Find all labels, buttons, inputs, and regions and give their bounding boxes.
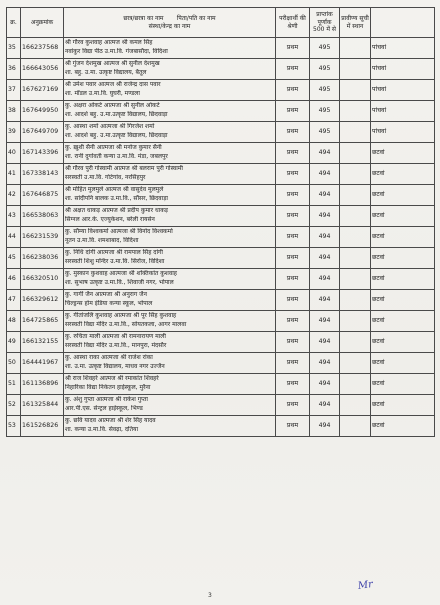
row-division: छटवां xyxy=(371,395,435,416)
row-division: पांचवां xyxy=(371,80,435,101)
table-row xyxy=(7,395,435,416)
row-category: प्रथम xyxy=(276,353,310,374)
row-division: छटवां xyxy=(371,332,435,353)
row-roll-number: 167649950 xyxy=(21,101,64,122)
row-name-cell xyxy=(64,269,276,290)
row-name-cell xyxy=(64,353,276,374)
table-row xyxy=(7,290,435,311)
row-student-and-parent: कु. गार्गी जैन आत्मजा श्री अनुराग जैन xyxy=(65,291,147,299)
row-category: प्रथम xyxy=(276,227,310,248)
row-serial-number: 44 xyxy=(7,227,21,248)
row-marks: 494 xyxy=(310,290,340,311)
row-marks: 494 xyxy=(310,311,340,332)
row-roll-number: 166238036 xyxy=(21,248,64,269)
row-marks: 494 xyxy=(310,353,340,374)
header-sno: क्र. xyxy=(7,8,21,38)
row-institution: शा. बहु. उ.मा. उत्कृष्ट विद्यालय, बैतूल xyxy=(65,69,147,76)
row-student-and-parent: श्री मोहित मुलमुले आत्मज श्री वासुदेव मुलमुले xyxy=(65,186,164,194)
row-marks: 494 xyxy=(310,416,340,437)
row-rank xyxy=(340,290,371,311)
row-serial-number: 51 xyxy=(7,374,21,395)
row-serial-number: 37 xyxy=(7,80,21,101)
row-division: छटवां xyxy=(371,416,435,437)
row-roll-number: 166237568 xyxy=(21,38,64,59)
row-serial-number: 53 xyxy=(7,416,21,437)
row-roll-number: 167649709 xyxy=(21,122,64,143)
row-marks: 494 xyxy=(310,332,340,353)
row-marks: 494 xyxy=(310,185,340,206)
row-marks: 494 xyxy=(310,248,340,269)
row-marks: 494 xyxy=(310,395,340,416)
row-name-cell xyxy=(64,290,276,311)
row-serial-number: 42 xyxy=(7,185,21,206)
row-institution: शा. आदर्श बहु. उ.मा.उत्कृष्ट विद्यालय, छिंदवाड़ा xyxy=(65,132,168,139)
row-name-cell xyxy=(64,416,276,437)
header-roll: अनुक्रमांक xyxy=(21,8,64,38)
row-category: प्रथम xyxy=(276,311,310,332)
table-row xyxy=(7,374,435,395)
row-marks: 494 xyxy=(310,374,340,395)
row-institution: शा. रानी दुर्गावती कन्या उ.मा.वि. मंडा, जबलपुर xyxy=(65,153,168,160)
row-student-and-parent: कु. गीतांजलि कुशवाह आत्मजा श्री पूर सिंह कुशवाह xyxy=(65,312,177,320)
row-student-and-parent: कु. अक्षरा ओकटे आत्मजा श्री सुनील ओकटे xyxy=(65,102,160,110)
row-name-cell xyxy=(64,80,276,101)
row-category: प्रथम xyxy=(276,185,310,206)
row-rank xyxy=(340,269,371,290)
row-category: प्रथम xyxy=(276,332,310,353)
row-student-and-parent: श्री उमेश पवार आत्मज श्री राजेन्द्र दास पवार xyxy=(65,81,161,89)
row-rank xyxy=(340,185,371,206)
row-student-and-parent: श्री अक्षत धाकड़ आत्मज श्री प्रदीप कुमार धाकड़ xyxy=(65,207,169,215)
row-marks: 495 xyxy=(310,101,340,122)
row-institution: सरस्वती शिशु मन्दिर उ.मा.वि. सिरोंज, विदिशा xyxy=(65,258,165,265)
row-student-and-parent: कु. सौम्या विश्वकर्मा आत्मजा श्री विनोद विश्वकर्मा xyxy=(65,228,173,236)
row-category: प्रथम xyxy=(276,143,310,164)
row-category: प्रथम xyxy=(276,164,310,185)
row-roll-number: 167338143 xyxy=(21,164,64,185)
row-name-cell xyxy=(64,374,276,395)
row-division: छटवां xyxy=(371,206,435,227)
row-category: प्रथम xyxy=(276,101,310,122)
row-category: प्रथम xyxy=(276,416,310,437)
row-serial-number: 39 xyxy=(7,122,21,143)
row-category: प्रथम xyxy=(276,38,310,59)
row-division: छटवां xyxy=(371,269,435,290)
row-institution: शा. कन्या उ.मा.वि. सेवढ़ा, दतिया xyxy=(65,426,139,433)
table-row xyxy=(7,311,435,332)
row-marks: 495 xyxy=(310,59,340,80)
row-student-and-parent: श्री गुंजन देशमुख आत्मज श्री सुनील देशमुख xyxy=(65,60,160,68)
row-rank xyxy=(340,143,371,164)
row-rank xyxy=(340,59,371,80)
row-student-and-parent: श्री राज शिवहरे आत्मज श्री रमाकांत शिवहरे xyxy=(65,375,159,383)
table-row xyxy=(7,332,435,353)
row-student-and-parent: कु. अंशु गुप्ता आत्मजा श्री राकेश गुप्ता xyxy=(65,396,148,404)
row-marks: 494 xyxy=(310,164,340,185)
row-roll-number: 166643056 xyxy=(21,59,64,80)
row-rank xyxy=(340,416,371,437)
row-serial-number: 46 xyxy=(7,269,21,290)
row-category: प्रथम xyxy=(276,269,310,290)
row-serial-number: 35 xyxy=(7,38,21,59)
row-name-cell xyxy=(64,38,276,59)
row-roll-number: 166231539 xyxy=(21,227,64,248)
row-student-and-parent: श्री गौरव पुरी गोस्वामी आत्मज श्री बलराम पुरी गोस्वामी xyxy=(65,165,183,173)
row-name-cell xyxy=(64,122,276,143)
row-institution: चिल्ड्रन्स होम इंडिया कन्या स्कूल, भोपाल xyxy=(65,300,153,307)
table-row xyxy=(7,80,435,101)
table-row xyxy=(7,353,435,374)
row-marks: 495 xyxy=(310,122,340,143)
row-division: छटवां xyxy=(371,374,435,395)
row-name-cell xyxy=(64,164,276,185)
row-serial-number: 36 xyxy=(7,59,21,80)
row-division: पांचवां xyxy=(371,101,435,122)
row-category: प्रथम xyxy=(276,122,310,143)
row-rank xyxy=(340,227,371,248)
header-institution: संस्था/केन्द्र का नाम xyxy=(148,22,191,30)
row-rank xyxy=(340,164,371,185)
row-name-cell xyxy=(64,332,276,353)
row-serial-number: 50 xyxy=(7,353,21,374)
row-rank xyxy=(340,206,371,227)
row-roll-number: 166132155 xyxy=(21,332,64,353)
row-institution: शा. सांदीपनि बालक उ.मा.वि., सौंसर, छिंदवाड़ा xyxy=(65,195,168,202)
row-serial-number: 43 xyxy=(7,206,21,227)
row-category: प्रथम xyxy=(276,395,310,416)
row-serial-number: 40 xyxy=(7,143,21,164)
row-serial-number: 45 xyxy=(7,248,21,269)
header-division xyxy=(371,8,435,38)
row-category: प्रथम xyxy=(276,59,310,80)
row-institution: सिग्नल आर.के. एज्युकेशन, बरेली रायसेन xyxy=(65,216,155,223)
table-row xyxy=(7,185,435,206)
row-institution: शा. आदर्श बहु. उ.मा.उत्कृष्ट विद्यालय, छिंदवाड़ा xyxy=(65,111,168,118)
row-marks: 494 xyxy=(310,206,340,227)
row-category: प्रथम xyxy=(276,374,310,395)
row-roll-number: 167143396 xyxy=(21,143,64,164)
row-division: छटवां xyxy=(371,353,435,374)
row-marks: 494 xyxy=(310,269,340,290)
row-roll-number: 166329612 xyxy=(21,290,64,311)
row-marks: 495 xyxy=(310,38,340,59)
row-institution: निहारिका विद्या निकेतन हाईस्कूल, मुरैना xyxy=(65,384,151,391)
row-category: प्रथम xyxy=(276,248,310,269)
row-category: प्रथम xyxy=(276,80,310,101)
row-serial-number: 38 xyxy=(7,101,21,122)
row-name-cell xyxy=(64,311,276,332)
row-rank xyxy=(340,122,371,143)
row-serial-number: 48 xyxy=(7,311,21,332)
row-rank xyxy=(340,332,371,353)
table-row xyxy=(7,164,435,185)
row-division: छटवां xyxy=(371,290,435,311)
header-name xyxy=(64,8,276,38)
row-institution: सरस्वती विद्या मंदिर उ.मा.वि., सोयतकला, आगर मालवा xyxy=(65,321,187,328)
row-institution: शा. मॉडल उ.मा.वि. घुघरी, मण्डला xyxy=(65,90,140,97)
row-institution: नवांकुर विद्या पीठ उ.मा.वि. गंजबासौदा, विदिशा xyxy=(65,48,168,55)
row-name-cell xyxy=(64,59,276,80)
row-student-and-parent: कु. आस्था शर्मा आत्मजा श्री गिरजेश शर्मा xyxy=(65,123,155,131)
row-name-cell xyxy=(64,227,276,248)
row-student-and-parent: कु. निधि दांगी आत्मजा श्री रामपाल सिंह दांगी xyxy=(65,249,163,257)
row-serial-number: 41 xyxy=(7,164,21,185)
row-division: छटवां xyxy=(371,185,435,206)
row-division: छटवां xyxy=(371,227,435,248)
row-rank xyxy=(340,101,371,122)
row-serial-number: 52 xyxy=(7,395,21,416)
row-roll-number: 161325844 xyxy=(21,395,64,416)
table-row xyxy=(7,59,435,80)
row-name-cell xyxy=(64,206,276,227)
row-division: छटवां xyxy=(371,164,435,185)
header-rank: प्रावीण्य सूची में स्थान xyxy=(340,8,371,38)
row-roll-number: 167627169 xyxy=(21,80,64,101)
header-category: परीक्षार्थी की श्रेणी xyxy=(276,8,310,38)
table-row xyxy=(7,101,435,122)
table-body xyxy=(7,38,435,437)
row-marks: 494 xyxy=(310,227,340,248)
table-row xyxy=(7,143,435,164)
row-student-and-parent: कु. आस्था राका आत्मजा श्री राजेश रांका xyxy=(65,354,153,362)
row-student-and-parent: कु. मुस्कान कुशवाह आत्मजा श्री शक्तिकांत कुशवाह xyxy=(65,270,177,278)
row-category: प्रथम xyxy=(276,290,310,311)
row-marks: 495 xyxy=(310,80,340,101)
row-student-and-parent: कु. छवि यादव आत्मजा श्री शेर सिंह यादव xyxy=(65,417,156,425)
row-name-cell xyxy=(64,395,276,416)
row-rank xyxy=(340,311,371,332)
row-division: छटवां xyxy=(371,311,435,332)
row-marks: 494 xyxy=(310,143,340,164)
row-rank xyxy=(340,80,371,101)
table-header xyxy=(7,8,435,38)
row-name-cell xyxy=(64,185,276,206)
row-division: पांचवां xyxy=(371,38,435,59)
row-institution: शा. उ.मा. उत्कृष्ट विद्यालय, माधव नगर उज्जैन xyxy=(65,363,165,370)
row-institution: सरस्वती विद्या मंदिर उ.मा.वि., मानपुरा, मंदसौर xyxy=(65,342,167,349)
row-institution: नूतन उ.मा.वि. शमशाबाद, विदिशा xyxy=(65,237,139,244)
row-institution: आर.पी.एस. सेन्ट्रल हाईस्कूल, भिण्ड xyxy=(65,405,143,412)
row-division: छटवां xyxy=(371,143,435,164)
row-rank xyxy=(340,395,371,416)
row-roll-number: 164441967 xyxy=(21,353,64,374)
row-student-and-parent: कु. रुचिता माली आत्मजा श्री रामनारायण माली xyxy=(65,333,166,341)
row-student-and-parent: कु. ख़ुशी सैनी आत्मजा श्री मनोज कुमार सैनी xyxy=(65,144,162,152)
row-rank xyxy=(340,353,371,374)
row-name-cell xyxy=(64,143,276,164)
row-name-cell xyxy=(64,248,276,269)
merit-list-table xyxy=(6,7,435,437)
row-roll-number: 161136896 xyxy=(21,374,64,395)
row-roll-number: 166320510 xyxy=(21,269,64,290)
signature: Mr xyxy=(357,579,374,592)
row-rank xyxy=(340,374,371,395)
row-serial-number: 49 xyxy=(7,332,21,353)
table-row xyxy=(7,122,435,143)
row-roll-number: 166538063 xyxy=(21,206,64,227)
table-row xyxy=(7,206,435,227)
row-division: पांचवां xyxy=(371,59,435,80)
row-roll-number: 161526826 xyxy=(21,416,64,437)
table-row xyxy=(7,269,435,290)
header-marks: प्राप्तांक पूर्णांक 500 में से xyxy=(310,8,340,38)
row-institution: शा. सुभाष उत्कृष्ट उ.मा.वि., शिवाजी नगर, भोपाल xyxy=(65,279,174,286)
header-father-name: पिता/पति का नाम xyxy=(176,15,216,23)
row-rank xyxy=(340,248,371,269)
table-row xyxy=(7,38,435,59)
row-rank xyxy=(340,38,371,59)
row-roll-number: 164725865 xyxy=(21,311,64,332)
row-institution: सरस्वती उ.मा.वि. गोटेगांव, नरसिंहपुर xyxy=(65,174,146,181)
row-name-cell xyxy=(64,101,276,122)
header-student-name: छात्र/छात्रा का नाम xyxy=(123,15,164,23)
row-student-and-parent: श्री गौरव कुशवाह आत्मज श्री कमल सिंह xyxy=(65,39,153,47)
row-division: पांचवां xyxy=(371,122,435,143)
page-number: 3 xyxy=(208,592,212,599)
row-division: छटवां xyxy=(371,248,435,269)
row-roll-number: 167646875 xyxy=(21,185,64,206)
table-row xyxy=(7,416,435,437)
table-row xyxy=(7,227,435,248)
row-category: प्रथम xyxy=(276,206,310,227)
table-row xyxy=(7,248,435,269)
row-serial-number: 47 xyxy=(7,290,21,311)
